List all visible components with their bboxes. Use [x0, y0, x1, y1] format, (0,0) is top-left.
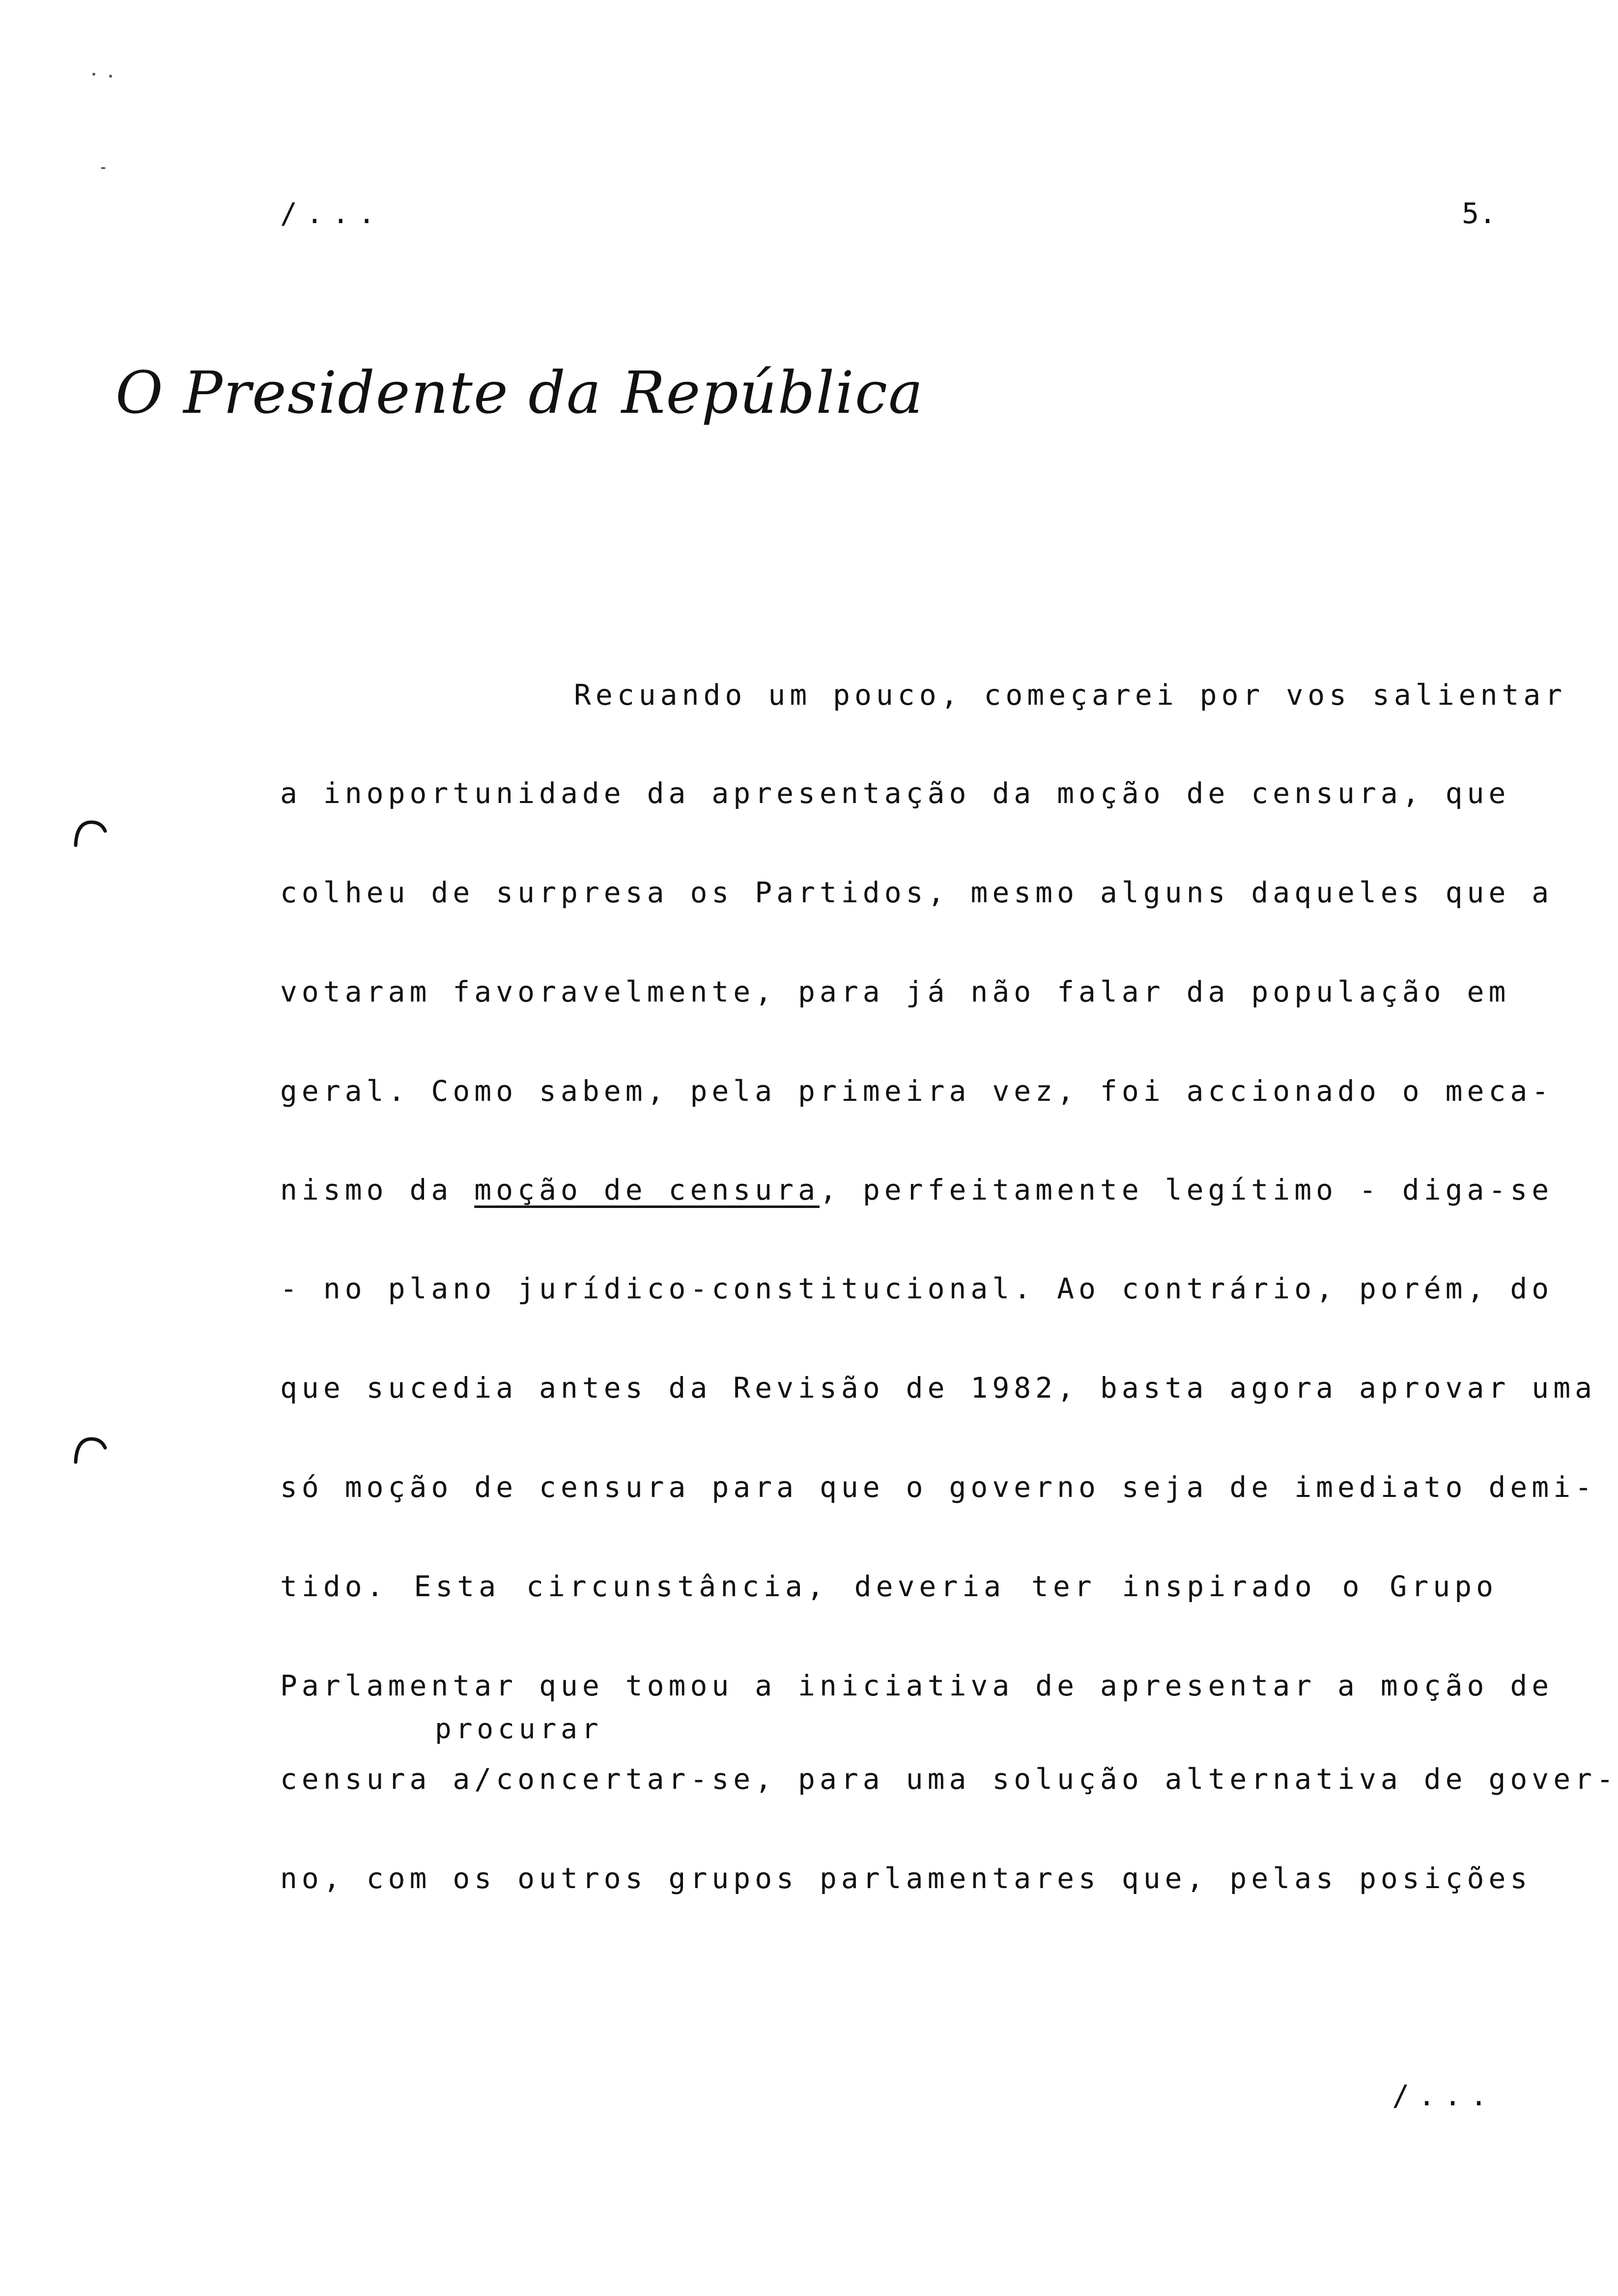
body-line: só moção de censura para que o governo seja de imediato demi-: [280, 1470, 1597, 1504]
handwritten-insertion: procurar: [435, 1713, 603, 1745]
body-line: no, com os outros grupos parlamentares que, pelas posições: [280, 1862, 1532, 1895]
body-line: Recuando um pouco, começarei por vos salientar: [574, 678, 1567, 712]
body-text-fragment: , perfeitamente legítimo - diga-se: [819, 1173, 1554, 1206]
speck: [92, 73, 95, 76]
body-line: a inoportunidade da apresentação da moção de censura, que: [280, 776, 1510, 810]
body-text-fragment: nismo da: [280, 1173, 475, 1206]
body-line: censura a/concertar-se, para uma solução alternativa de gover-: [280, 1762, 1618, 1796]
body-line: - no plano jurídico-constitucional. Ao contrário, porém, do: [280, 1272, 1554, 1305]
header-continuation-mark: /...: [280, 197, 384, 230]
body-line: [280, 1173, 1554, 1206]
speck: [101, 167, 106, 169]
letterhead-script-logo: [111, 339, 924, 437]
underlined-phrase: moção de censura: [474, 1173, 820, 1206]
page-number: 5.: [1462, 197, 1496, 230]
body-line: colheu de surpresa os Partidos, mesmo alguns daqueles que a: [280, 876, 1554, 909]
body-line: que sucedia antes da Revisão de 1982, basta agora aprovar uma: [280, 1371, 1597, 1405]
punch-hole-mark: [73, 1435, 107, 1464]
footer-continuation-mark: /...: [1392, 2079, 1496, 2112]
body-line: tido. Esta circunstância, deveria ter inspirado o Grupo: [280, 1570, 1498, 1603]
body-line: geral. Como sabem, pela primeira vez, foi accionado o meca-: [280, 1074, 1554, 1108]
body-line: Parlamentar que tomou a iniciativa de apresentar a moção de: [280, 1669, 1554, 1702]
body-line: votaram favoravelmente, para já não falar da população em: [280, 975, 1510, 1008]
letterhead-script-text: O Presidente da República: [115, 359, 924, 427]
letterhead: [111, 339, 924, 437]
speck: [109, 75, 112, 78]
punch-hole-mark: [73, 818, 107, 848]
